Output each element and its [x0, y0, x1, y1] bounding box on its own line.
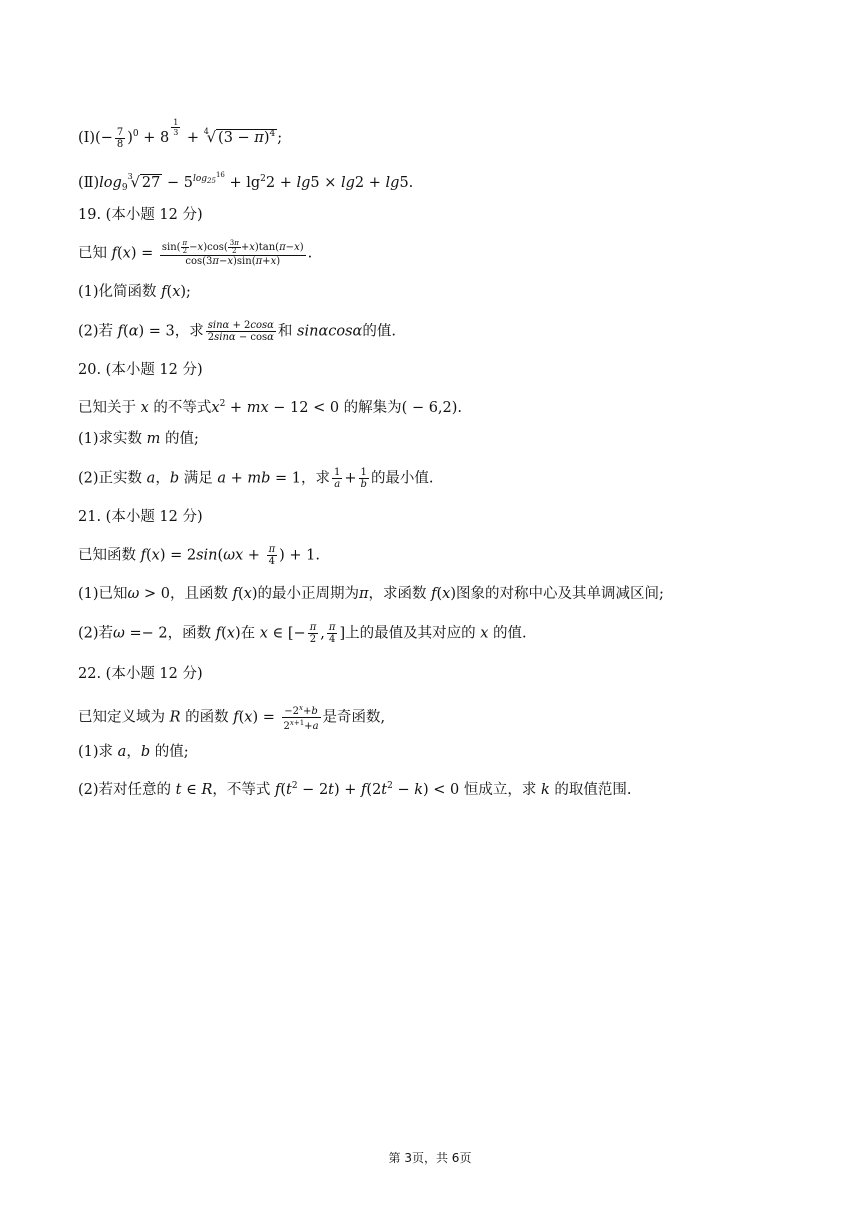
q22-sub2: (2)若对任意的 t ∈ R，不等式 $f(t^2 - 2t) + f(2t^2 - k) < 0$ 恒成立，求 k 的取值范围. [78, 781, 632, 798]
part-1-expression: (Ⅰ)(− $\frac{7}{8}$ )$^0$ + 8 $\frac{1}{3}$ + $^4$√ $(3 - \pi)^4$ ; [78, 118, 283, 150]
q20-sub2: (2)正实数 a，b 满足 a + mb = 1，求 $\frac{1}{a}$ + $\frac{1}{b}$ 的最小值. [78, 467, 434, 490]
q22-intro: 已知定义域为 R 的函数 f(x) = $\frac{-2^x+b}{2^{x+1}+a}$ 是奇函数, [78, 704, 386, 732]
q20-sub1: (1)求实数 m 的值; [78, 431, 199, 447]
q21-sub2: (2)若ω =− 2，函数 f(x)在 x ∈ [− $\frac{\pi}{2}$ , $\frac{\pi}{4}$ ]上的最值及其对应的 x 的值. [78, 622, 527, 645]
q20-header: 20. (本小题 12 分) [78, 362, 203, 378]
q19-sub1: (1)化简函数 f(x); [78, 284, 191, 300]
part-1-label: (Ⅰ) [78, 130, 96, 146]
q19-sub2: (2)若 f(α) = 3，求 $\frac{\sin\alpha + 2\cos\alpha}{2\sin\alpha - \cos\alpha}$ 和 sinαcosα的值. [78, 320, 396, 343]
q22-header: 22. (本小题 12 分) [78, 666, 203, 682]
q21-sub1: (1)已知ω > 0，且函数 f(x)的最小正周期为π，求函数 f(x)图象的对称中心及其单调减区间; [78, 586, 664, 602]
q20-intro: 已知关于 x 的不等式$x^2$ + mx − 12 < 0 的解集为( − 6,2). [78, 399, 463, 416]
q22-sub1: (1)求 a，b 的值; [78, 744, 189, 760]
q19-definition: 已知 f(x) = sin( $\frac{\pi}{2}$ −x)cos( $\frac{3\pi}{2}$ +x)tan(π−x) cos(3π−x)sin(π+x) . [78, 239, 313, 267]
page-number: 第 3页，共 6页 [388, 1151, 472, 1165]
part-2-label: (Ⅱ) [78, 175, 100, 191]
q21-intro: 已知函数 f(x) = 2sin(ωx + $\frac{\pi}{4}$ ) + 1. [78, 544, 321, 567]
q19-header: 19. (本小题 12 分) [78, 207, 203, 223]
q21-header: 21. (本小题 12 分) [78, 509, 203, 525]
part-2-expression: $(Ⅱ)\log_9^3√$ $27 - 5^{log_{25}16} + \lg^22 + \lg 5 \times \lg 2 + \lg 5$. [78, 171, 414, 193]
